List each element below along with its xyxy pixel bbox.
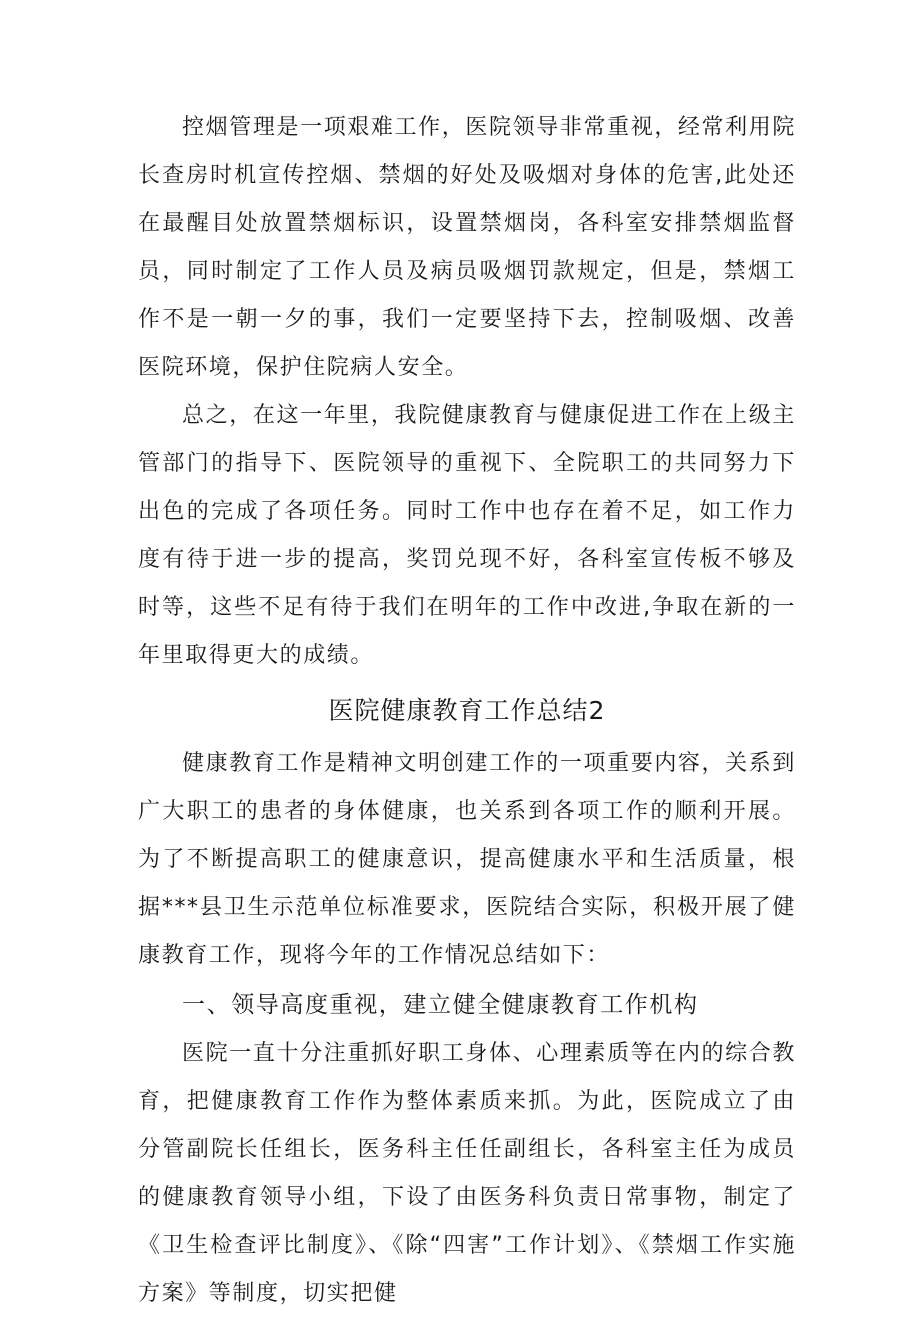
paragraph-summary: 总之，在这一年里，我院健康教育与健康促进工作在上级主管部门的指导下、医院领导的重视下、全院职工的共同努力下出色的完成了各项任务。同时工作中也存在着不足，如工作力度有待于进一步的提高，奖罚兑现不好，各科室宣传板不够及时等，这些不足有待于我们在明年的工作中改进,争取在新的一年里取得更大的成绩。: [138, 403, 796, 668]
document-title: 医院健康教育工作总结2: [328, 696, 606, 725]
section-heading: 一、领导高度重视，建立健全健康教育工作机构: [182, 992, 699, 1018]
paragraph-section-1: 医院一直十分注重抓好职工身体、心理素质等在内的综合教育，把健康教育工作作为整体素质来抓。为此，医院成立了由分管副院长任组长，医务科主任任副组长，各科室主任为成员的健康教育领导小组，下设了由医务科负责日常事物，制定了《卫生检查评比制度》、《除“四害”工作计划》、《禁烟工作实施方案》等制度，切实把健: [138, 1041, 796, 1306]
paragraph-smoking-control: 控烟管理是一项艰难工作，医院领导非常重视，经常利用院长查房时机宣传控烟、禁烟的好处及吸烟对身体的危害,此处还在最醒目处放置禁烟标识，设置禁烟岗，各科室安排禁烟监督员，同时制定了工作人员及病员吸烟罚款规定，但是，禁烟工作不是一朝一夕的事，我们一定要坚持下去，控制吸烟、改善医院环境，保护住院病人安全。: [138, 115, 796, 380]
paragraph-intro: 健康教育工作是精神文明创建工作的一项重要内容，关系到广大职工的患者的身体健康，也关系到各项工作的顺利开展。为了不断提高职工的健康意识，提高健康水平和生活质量，根据***县卫生示范单位标准要求，医院结合实际，积极开展了健康教育工作，现将今年的工作情况总结如下：: [138, 751, 796, 968]
